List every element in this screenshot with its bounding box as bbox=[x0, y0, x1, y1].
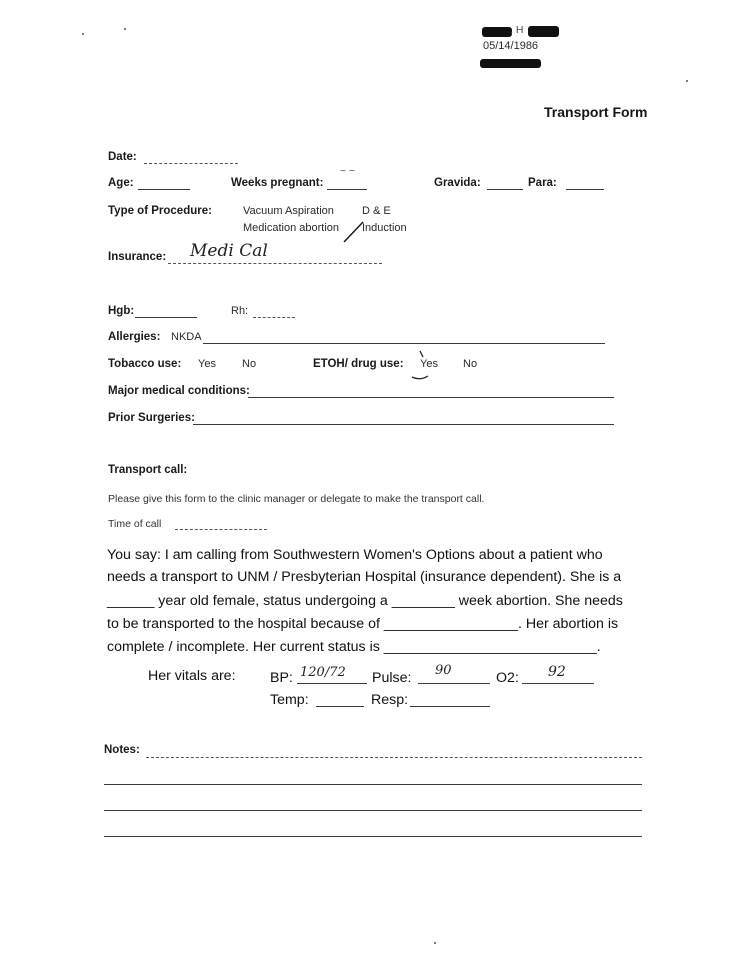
date-field[interactable] bbox=[144, 163, 238, 164]
redacted-name-block-2 bbox=[528, 26, 559, 37]
script-line-5: complete / incomplete. Her current status is ___________________________. bbox=[107, 639, 601, 655]
etoh-yes[interactable]: Yes bbox=[420, 358, 438, 370]
procedure-slash-mark bbox=[342, 219, 366, 245]
procedure-option-induction[interactable]: Induction bbox=[362, 222, 407, 234]
temp-label: Temp: bbox=[270, 692, 309, 708]
gravida-label: Gravida: bbox=[434, 177, 481, 189]
o2-value: 92 bbox=[548, 664, 566, 680]
medical-conditions-label: Major medical conditions: bbox=[108, 385, 250, 397]
temp-field[interactable] bbox=[316, 706, 364, 707]
notes-field-4[interactable] bbox=[104, 836, 642, 837]
o2-label: O2: bbox=[496, 670, 519, 686]
notes-field-2[interactable] bbox=[104, 784, 642, 785]
medical-conditions-field[interactable] bbox=[248, 397, 614, 398]
para-label: Para: bbox=[528, 177, 557, 189]
etoh-label: ETOH/ drug use: bbox=[313, 358, 404, 370]
transport-instruction: Please give this form to the clinic manager or delegate to make the transport call. bbox=[108, 493, 485, 505]
procedure-label: Type of Procedure: bbox=[108, 205, 212, 217]
redacted-name-block bbox=[482, 27, 512, 37]
patient-dob: 05/14/1986 bbox=[483, 40, 539, 52]
transport-section-label: Transport call: bbox=[108, 464, 188, 476]
redacted-id-block bbox=[480, 59, 541, 68]
tobacco-label: Tobacco use: bbox=[108, 358, 182, 370]
allergies-field[interactable] bbox=[203, 343, 605, 344]
rh-field[interactable] bbox=[253, 317, 295, 318]
procedure-option-d-and-e[interactable]: D & E bbox=[362, 205, 391, 217]
time-of-call-field[interactable] bbox=[175, 529, 267, 530]
weeks-pregnant-label: Weeks pregnant: bbox=[231, 177, 324, 189]
scan-speck bbox=[82, 33, 84, 35]
weeks-pregnant-mark: ~ ~ bbox=[340, 165, 356, 177]
procedure-option-vacuum[interactable]: Vacuum Aspiration bbox=[243, 205, 334, 217]
insurance-field[interactable] bbox=[168, 263, 382, 264]
script-line-4: to be transported to the hospital because of _________________. Her abortion is bbox=[107, 616, 619, 632]
pulse-value: 90 bbox=[435, 663, 452, 678]
resp-label: Resp: bbox=[371, 692, 409, 708]
allergies-label: Allergies: bbox=[108, 331, 161, 343]
patient-name-tail: , H bbox=[510, 24, 524, 36]
insurance-value: Medi Cal bbox=[190, 241, 268, 261]
vitals-label: Her vitals are: bbox=[148, 668, 236, 684]
bp-value: 120/72 bbox=[300, 665, 346, 680]
bp-label: BP: bbox=[270, 670, 293, 686]
pulse-field[interactable] bbox=[418, 683, 490, 684]
procedure-option-medication[interactable]: Medication abortion bbox=[243, 222, 340, 234]
notes-label: Notes: bbox=[104, 744, 140, 756]
time-of-call-label: Time of call bbox=[108, 518, 162, 530]
scan-speck bbox=[124, 28, 126, 30]
age-field[interactable] bbox=[138, 189, 190, 190]
script-line-3: ______ year old female, status undergoing a ________ week abortion. She needs bbox=[107, 593, 623, 609]
script-line-2: needs a transport to UNM / Presbyterian Hospital (insurance dependent). She is a bbox=[107, 569, 622, 585]
weeks-pregnant-field[interactable] bbox=[327, 189, 367, 190]
resp-field[interactable] bbox=[410, 706, 490, 707]
gravida-field[interactable] bbox=[487, 189, 523, 190]
scan-speck bbox=[686, 80, 688, 82]
bp-field[interactable] bbox=[297, 683, 367, 684]
etoh-check-mark bbox=[406, 349, 436, 385]
para-field[interactable] bbox=[566, 189, 604, 190]
pulse-label: Pulse: bbox=[372, 670, 412, 686]
date-label: Date: bbox=[108, 151, 137, 163]
prior-surgeries-field[interactable] bbox=[193, 424, 614, 425]
form-title: Transport Form bbox=[544, 104, 648, 120]
tobacco-yes[interactable]: Yes bbox=[198, 358, 216, 370]
notes-field-1[interactable] bbox=[146, 757, 642, 758]
etoh-no[interactable]: No bbox=[463, 358, 478, 370]
insurance-label: Insurance: bbox=[108, 251, 167, 263]
tobacco-no[interactable]: No bbox=[242, 358, 257, 370]
notes-field-3[interactable] bbox=[104, 810, 642, 811]
rh-label: Rh: bbox=[231, 305, 249, 317]
hgb-field[interactable] bbox=[135, 317, 197, 318]
hgb-label: Hgb: bbox=[108, 305, 135, 317]
script-line-1: You say: I am calling from Southwestern Women's Options about a patient who bbox=[107, 547, 603, 563]
o2-field[interactable] bbox=[522, 683, 594, 684]
prior-surgeries-label: Prior Surgeries: bbox=[108, 412, 195, 424]
age-label: Age: bbox=[108, 177, 134, 189]
scan-speck bbox=[434, 942, 436, 944]
allergies-value: NKDA bbox=[171, 331, 202, 343]
